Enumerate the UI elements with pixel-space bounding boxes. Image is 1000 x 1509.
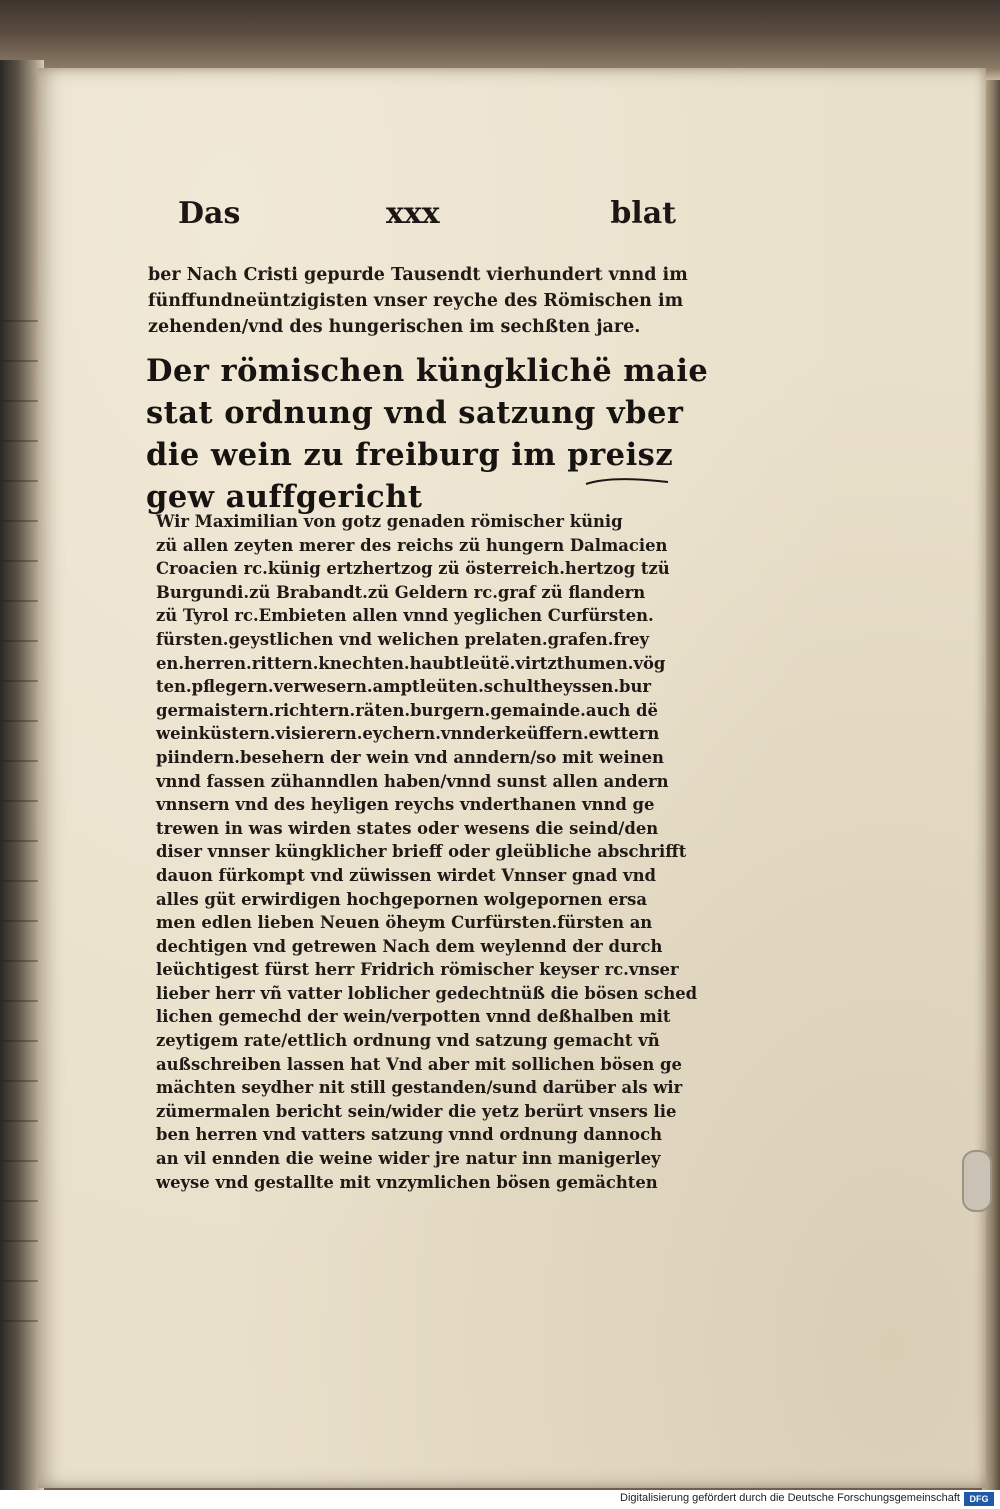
section-heading: Der römischen küngklichë maie stat ordnung vnd satzung vber die wein zu freiburg im preisz gew auffgericht — [146, 353, 709, 515]
footer-bar — [0, 1490, 1000, 1509]
header-right: blat — [610, 196, 676, 231]
heading-flourish — [584, 476, 670, 488]
intro-paragraph: ber Nach Cristi gepurde Tausendt vierhundert vnnd im fünffundneüntzigisten vnser reyche des Römischen im zehenden/vnd des hungerischen im sechßten jare. — [148, 265, 688, 337]
header-left: Das — [178, 196, 241, 231]
body-paragraph: Wir Maximilian von gotz genaden römischer künig zü allen zeyten merer des reichs zü hungern Dalmacien Croacien rc.künig ertzhertzog zü österreich.hertzog tzü Burgundi.zü Brabandt.zü Geldern rc.graf zü flandern zü Tyrol rc.Embieten allen vnnd yeglichen Curfürsten. fürsten.geystlichen vnd welichen prelaten.grafen.frey en.herren.rittern.knechten.haubtleütë.virtzthumen.vög ten.pflegern.verwesern.amptleüten.schultheyssen.bur germaistern.richtern.räten.burgern.gemainde.auch dë weinküstern.visierern.eychern.vnnderkeüffern.ewttern piindern.besehern der wein vnd anndern/so mit weinen vnnd fassen zühanndlen haben/vnnd sunst allen andern vnnsern vnd des heyligen reychs vnderthanen vnnd ge trewen in was wirden states oder wesens die seind/den diser vnnser küngklicher brieff oder gleübliche abschrifft dauon fürkompt vnd züwissen wirdet Vnnser gnad vnd alles güt erwirdigen hochgepornen wolgepornen ersa men edlen lieben Neuen öheym Curfürsten.fürsten an dechtigen vnd getrewen Nach dem weylennd der durch leüchtigest fürst herr Fridrich römischer keyser rc.vnser lieber herr vñ vatter loblicher gedechtnüß die bösen sched lichen gemechd der wein/verpotten vnnd deßhalben mit zeytigem rate/ettlich ordnung vnd satzung gemacht vñ außschreiben lassen hat Vnd aber mit sollichen bösen ge mächten seydher nit still gestanden/sund darüber als wir zümermalen bericht sein/wider die yetz berürt vnsers lie ben herren vnd vatters satzung vnnd ordnung dannoch an vil ennden die weine wider jre natur inn manigerley weyse vnd gestallte mit vnzymlichen bösen gemächten — [156, 512, 698, 1192]
page-clip — [962, 1150, 992, 1212]
footer-credit: Digitalisierung gefördert durch die Deutsche Forschungsgemeinschaft — [620, 1492, 960, 1504]
folio-number: xxx — [386, 196, 440, 231]
dfg-logo: DFG — [964, 1492, 994, 1506]
running-header — [178, 196, 676, 236]
